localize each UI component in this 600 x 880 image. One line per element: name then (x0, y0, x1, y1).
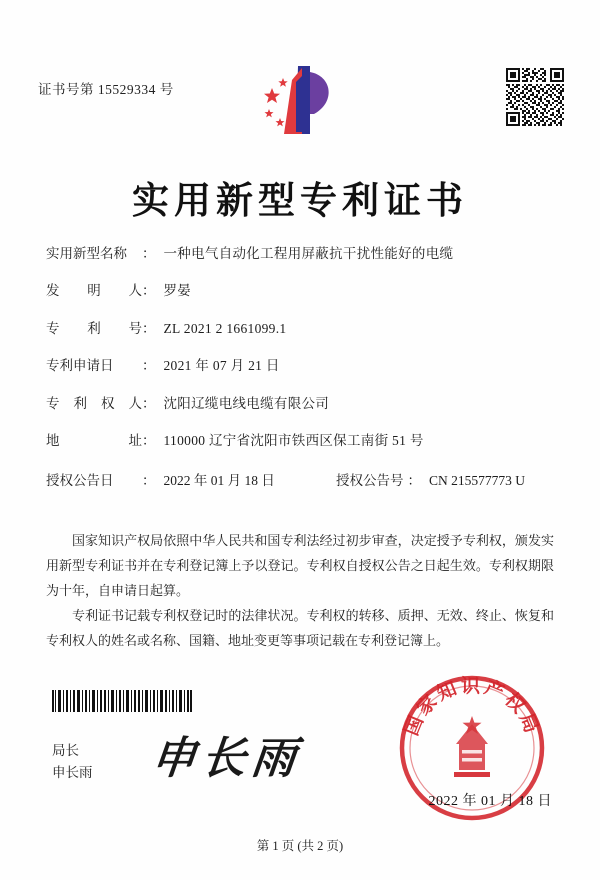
field-label-char: 人 (128, 283, 142, 299)
field-colon: ： (142, 246, 156, 261)
seal-date: 2022 年 01 月 18 日 (428, 794, 552, 809)
grant-date-value: 2022 年 01 月 18 日 (163, 473, 275, 489)
field-row-patentee (46, 395, 556, 414)
paragraph-legal-status: 专利证书记载专利权登记时的法律状况。专利权的转移、质押、无效、终止、恢复和专利权人的姓名或名称、国籍、地址变更等事项记载在专利登记簿上。 (46, 608, 554, 648)
field-row-application-date (46, 357, 556, 376)
field-row-patent-number (46, 320, 556, 339)
field-colon: ： (142, 358, 156, 374)
paragraph-grant-statement: 国家知识产权局依照中华人民共和国专利法经过初步审查，决定授予专利权，颁发实用新型专利证书并在专利登记簿上予以登记。专利权自授权公告之日起生效。专利权期限为十年，自申请日起算。 (46, 533, 554, 598)
signer-title: 局长 (52, 743, 79, 758)
field-row-inventor (46, 282, 556, 301)
field-colon: ： (142, 473, 156, 489)
certificate-fields (46, 245, 556, 495)
field-value: 一种电气自动化工程用屏蔽抗干扰性能好的电缆 (163, 246, 454, 261)
field-label (46, 282, 142, 301)
page-title: 实用新型专利证书 (132, 181, 468, 222)
field-colon: ： (407, 473, 421, 489)
field-colon: ： (142, 283, 156, 299)
barcode-icon (52, 690, 192, 712)
certificate-number: 证书号第 15529334 号 (38, 82, 174, 97)
qr-code-icon (506, 68, 564, 126)
field-label (46, 395, 142, 414)
field-label-char: 址 (128, 432, 142, 448)
field-value: ZL 2021 2 1661099.1 (163, 320, 287, 336)
field-label-char: 号 (128, 320, 142, 336)
field-label-char: 利 (87, 320, 101, 336)
field-label: 专利申请日 (46, 358, 114, 374)
field-value: 沈阳辽缆电线电缆有限公司 (163, 395, 330, 411)
grant-number-group (336, 469, 525, 489)
grant-number-value: CN 215577773 U (429, 473, 526, 489)
field-label-char: 发 (46, 283, 60, 299)
field-label-char: 明 (87, 283, 101, 299)
grant-date-label: 授权公告日 (46, 473, 114, 489)
field-value: 2021 年 07 月 21 日 (163, 358, 280, 374)
field-label-char: 人 (128, 395, 142, 411)
field-label-char: 专 (46, 395, 60, 411)
field-label-char: 利 (73, 395, 87, 411)
field-row-utility-model-name (46, 245, 556, 264)
signer-name: 申长雨 (52, 765, 93, 780)
field-colon: ： (142, 395, 156, 411)
cnipa-logo-icon (240, 62, 360, 142)
field-value: 110000 辽宁省沈阳市铁西区保工南街 51 号 (163, 432, 424, 448)
grant-number-label: 授权公告号 (336, 473, 404, 489)
field-label (46, 432, 142, 451)
field-label-char: 地 (46, 432, 60, 448)
field-label-char: 专 (46, 320, 60, 336)
field-value: 罗晏 (163, 283, 192, 299)
seal-top-text: 国家知识产权局 (401, 676, 543, 739)
signature-block (52, 740, 93, 784)
field-colon: ： (142, 432, 156, 448)
field-colon: ： (142, 320, 156, 336)
grant-date-group (46, 469, 336, 489)
field-label (46, 320, 142, 339)
certificate-paragraphs (46, 528, 554, 653)
field-row-grant-announcement (46, 469, 556, 489)
field-row-address (46, 432, 556, 451)
field-label: 实用新型名称 (46, 246, 127, 261)
handwritten-signature: 申长雨 (148, 734, 305, 783)
field-label-char: 权 (101, 395, 115, 411)
page-footer: 第 1 页 (共 2 页) (256, 839, 344, 853)
